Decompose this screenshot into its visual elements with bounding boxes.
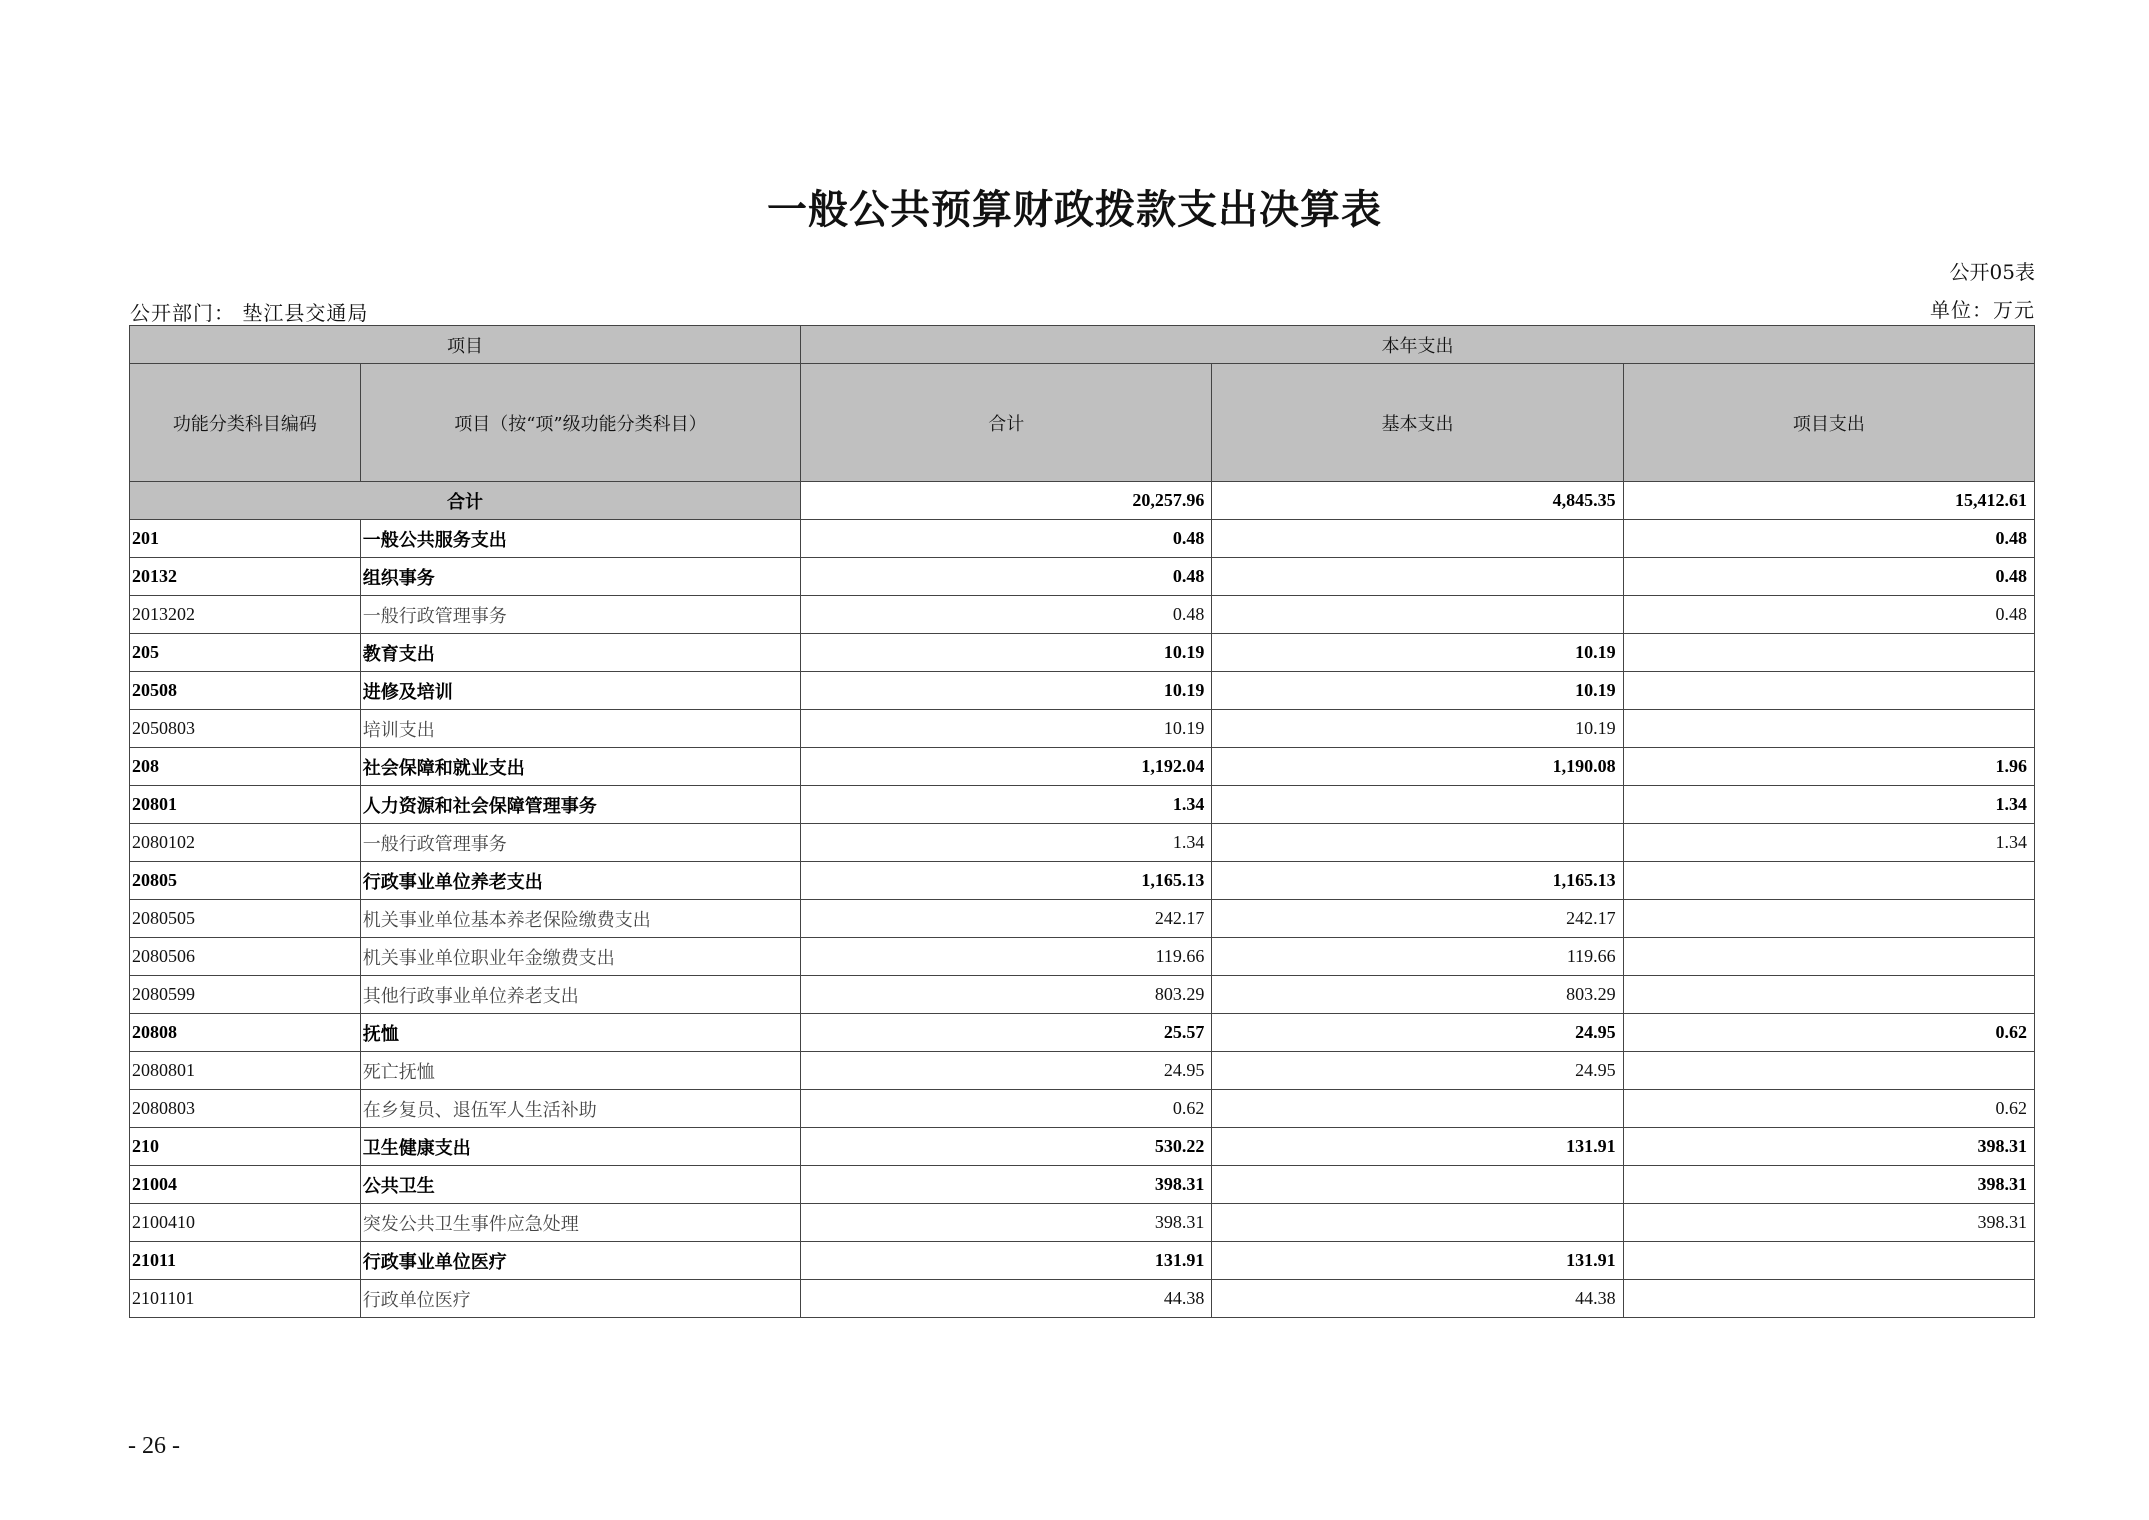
table-row [130,634,2035,672]
cell-total: 131.91 [801,1242,1212,1280]
cell-total: 24.95 [801,1052,1212,1090]
table-row [130,786,2035,824]
cell-total: 10.19 [801,710,1212,748]
table-row [130,520,2035,558]
cell-basic: 242.17 [1212,900,1623,938]
cell-basic: 44.38 [1212,1280,1623,1318]
total-total: 20,257.96 [801,482,1212,520]
cell-item-name: 人力资源和社会保障管理事务 [360,786,800,824]
header-item: 项目（按“项”级功能分类科目） [360,364,800,482]
cell-item-name: 进修及培训 [360,672,800,710]
cell-basic: 24.95 [1212,1014,1623,1052]
total-basic: 4,845.35 [1212,482,1623,520]
table-row [130,824,2035,862]
header-total: 合计 [801,364,1212,482]
cell-code: 2080599 [130,976,361,1014]
unit-label: 单位：万元 [1930,298,2035,322]
cell-item-name: 机关事业单位职业年金缴费支出 [360,938,800,976]
table-row [130,672,2035,710]
cell-code: 2100410 [130,1204,361,1242]
table-row [130,938,2035,976]
cell-project: 0.62 [1623,1014,2034,1052]
cell-basic: 803.29 [1212,976,1623,1014]
table-row [130,1014,2035,1052]
cell-project [1623,862,2034,900]
cell-code: 20805 [130,862,361,900]
cell-basic [1212,824,1623,862]
cell-project: 0.48 [1623,596,2034,634]
table-row [130,558,2035,596]
table-row [130,1242,2035,1280]
cell-total: 0.48 [801,558,1212,596]
cell-code: 21011 [130,1242,361,1280]
cell-project: 398.31 [1623,1166,2034,1204]
cell-item-name: 卫生健康支出 [360,1128,800,1166]
page-title: 一般公共预算财政拨款支出决算表 [767,186,1382,233]
cell-basic: 10.19 [1212,710,1623,748]
table-row [130,1052,2035,1090]
table-row [130,976,2035,1014]
cell-basic: 119.66 [1212,938,1623,976]
cell-code: 20132 [130,558,361,596]
department-label: 公开部门： 垫江县交通局 [130,301,369,325]
table-row [130,1280,2035,1318]
cell-basic: 131.91 [1212,1242,1623,1280]
form-number: 公开05表 [1949,260,2035,284]
table-row [130,710,2035,748]
cell-total: 242.17 [801,900,1212,938]
cell-total: 10.19 [801,672,1212,710]
cell-item-name: 社会保障和就业支出 [360,748,800,786]
cell-project [1623,1280,2034,1318]
cell-code: 20808 [130,1014,361,1052]
table-row [130,1128,2035,1166]
cell-total: 1,165.13 [801,862,1212,900]
cell-basic [1212,1090,1623,1128]
cell-project: 398.31 [1623,1128,2034,1166]
cell-project: 1.34 [1623,786,2034,824]
cell-project: 0.62 [1623,1090,2034,1128]
cell-total: 803.29 [801,976,1212,1014]
cell-code: 2101101 [130,1280,361,1318]
cell-item-name: 其他行政事业单位养老支出 [360,976,800,1014]
cell-basic [1212,1204,1623,1242]
cell-total: 1.34 [801,824,1212,862]
total-label: 合计 [130,482,801,520]
cell-code: 21004 [130,1166,361,1204]
table-row [130,1204,2035,1242]
cell-total: 44.38 [801,1280,1212,1318]
table-row [130,1166,2035,1204]
cell-basic: 131.91 [1212,1128,1623,1166]
cell-project [1623,976,2034,1014]
cell-code: 2080505 [130,900,361,938]
cell-item-name: 在乡复员、退伍军人生活补助 [360,1090,800,1128]
cell-item-name: 教育支出 [360,634,800,672]
cell-project [1623,900,2034,938]
cell-item-name: 组织事务 [360,558,800,596]
cell-project [1623,1052,2034,1090]
cell-total: 398.31 [801,1204,1212,1242]
cell-item-name: 一般公共服务支出 [360,520,800,558]
cell-basic: 10.19 [1212,672,1623,710]
cell-total: 119.66 [801,938,1212,976]
header-basic: 基本支出 [1212,364,1623,482]
cell-project [1623,634,2034,672]
cell-code: 2080506 [130,938,361,976]
total-row [130,482,2035,520]
cell-item-name: 突发公共卫生事件应急处理 [360,1204,800,1242]
cell-item-name: 行政事业单位养老支出 [360,862,800,900]
cell-code: 2080102 [130,824,361,862]
cell-total: 10.19 [801,634,1212,672]
cell-total: 530.22 [801,1128,1212,1166]
header-project: 项目 [130,326,801,364]
cell-item-name: 公共卫生 [360,1166,800,1204]
cell-item-name: 行政事业单位医疗 [360,1242,800,1280]
cell-basic [1212,596,1623,634]
cell-project [1623,938,2034,976]
page-number: - 26 - [128,1433,180,1459]
cell-code: 2050803 [130,710,361,748]
cell-code: 210 [130,1128,361,1166]
cell-total: 0.62 [801,1090,1212,1128]
cell-code: 20801 [130,786,361,824]
cell-project [1623,710,2034,748]
cell-basic: 1,165.13 [1212,862,1623,900]
cell-item-name: 机关事业单位基本养老保险缴费支出 [360,900,800,938]
header-project-expenditure: 项目支出 [1623,364,2034,482]
table-row [130,596,2035,634]
header-code: 功能分类科目编码 [130,364,361,482]
cell-code: 2013202 [130,596,361,634]
cell-item-name: 一般行政管理事务 [360,824,800,862]
cell-basic: 1,190.08 [1212,748,1623,786]
cell-basic [1212,520,1623,558]
cell-item-name: 抚恤 [360,1014,800,1052]
cell-total: 1.34 [801,786,1212,824]
cell-total: 1,192.04 [801,748,1212,786]
table-row [130,748,2035,786]
cell-basic [1212,1166,1623,1204]
table-row [130,862,2035,900]
cell-total: 0.48 [801,596,1212,634]
cell-code: 2080801 [130,1052,361,1090]
cell-project: 398.31 [1623,1204,2034,1242]
cell-item-name: 培训支出 [360,710,800,748]
cell-code: 205 [130,634,361,672]
cell-project [1623,672,2034,710]
cell-basic: 24.95 [1212,1052,1623,1090]
cell-project [1623,1242,2034,1280]
cell-basic [1212,786,1623,824]
cell-code: 201 [130,520,361,558]
cell-basic: 10.19 [1212,634,1623,672]
total-project: 15,412.61 [1623,482,2034,520]
cell-code: 208 [130,748,361,786]
cell-code: 2080803 [130,1090,361,1128]
header-this-year: 本年支出 [801,326,2035,364]
cell-total: 0.48 [801,520,1212,558]
cell-total: 398.31 [801,1166,1212,1204]
table-row [130,1090,2035,1128]
cell-total: 25.57 [801,1014,1212,1052]
table-row [130,900,2035,938]
cell-basic [1212,558,1623,596]
cell-project: 1.34 [1623,824,2034,862]
cell-project: 0.48 [1623,520,2034,558]
cell-item-name: 行政单位医疗 [360,1280,800,1318]
expenditure-table [129,325,2035,1318]
cell-item-name: 死亡抚恤 [360,1052,800,1090]
cell-project: 0.48 [1623,558,2034,596]
cell-project: 1.96 [1623,748,2034,786]
cell-code: 20508 [130,672,361,710]
cell-item-name: 一般行政管理事务 [360,596,800,634]
